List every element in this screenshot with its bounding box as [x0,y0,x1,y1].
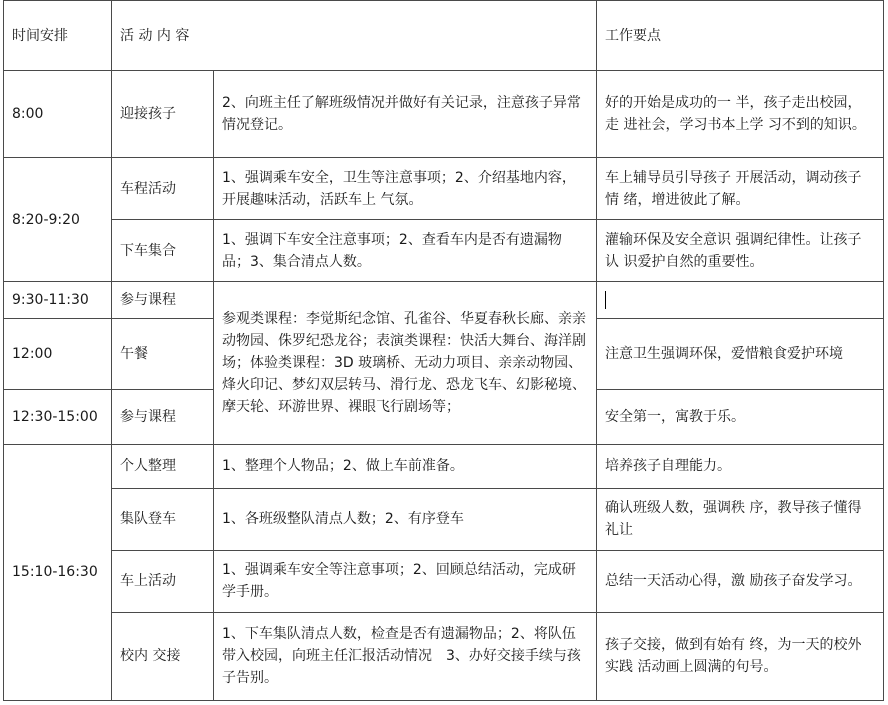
activity-cell: 参与课程 [112,282,214,319]
note-cell: 好的开始是成功的一 半，孩子走出校园，走 进社会，学习书本上学 习不到的知识。 [597,71,884,158]
header-content-cell: 活 动 内 容 [112,1,597,71]
table-row [4,444,884,488]
time-cell: 15:10-16:30 [4,444,112,700]
table-row [4,282,884,319]
time-cell: 8:20-9:20 [4,158,112,282]
activity-cell: 参与课程 [112,389,214,444]
activity-cell: 车程活动 [112,158,214,220]
activity-cell: 集队登车 [112,488,214,550]
note-cell: 注意卫生强调环保，爱惜粮食爱护环境 [597,319,884,389]
detail-cell: 1、强调乘车安全等注意事项；2、回顾总结活动，完成研学手册。 [214,550,597,612]
detail-cell: 1、强调下车安全注意事项；2、查看车内是否有遗漏物品；3、集合清点人数。 [214,220,597,282]
text-cursor [605,291,606,309]
table-row [4,71,884,158]
course-list-cell: 参观类课程：李觉斯纪念馆、孔雀谷、华夏春秋长廊、亲亲动物园、侏罗纪恐龙谷；表演类课程：快活大舞台、海洋剧场；体验类课程：3D 玻璃桥、无动力项目、亲亲动物园、烽火印记、梦幻双层转马、滑行龙、恐龙飞车、幻影秘境、摩天轮、环游世界、裸眼飞行剧场等； [214,282,597,444]
activity-cell: 午餐 [112,319,214,389]
activity-cell: 车上活动 [112,550,214,612]
detail-cell: 1、各班级整队清点人数；2、有序登车 [214,488,597,550]
note-cell: 培养孩子自理能力。 [597,444,884,488]
time-cell: 9:30-11:30 [4,282,112,319]
activity-cell: 迎接孩子 [112,71,214,158]
note-cell: 灌输环保及安全意识 强调纪律性。让孩子认 识爱护自然的重要性。 [597,220,884,282]
header-notes-cell: 工作要点 [597,1,884,71]
table-row [4,220,884,282]
header-row [4,1,884,71]
table-row [4,612,884,700]
table-row [4,488,884,550]
note-cell: 总结一天活动心得，激 励孩子奋发学习。 [597,550,884,612]
note-cell: 孩子交接，做到有始有 终，为一天的校外实践 活动画上圆满的句号。 [597,612,884,700]
detail-cell: 2、向班主任了解班级情况并做好有关记录，注意孩子异常情况登记。 [214,71,597,158]
detail-cell: 1、强调乘车安全，卫生等注意事项；2、介绍基地内容，开展趣味活动，活跃车上 气氛。 [214,158,597,220]
detail-cell: 1、整理个人物品；2、做上车前准备。 [214,444,597,488]
detail-cell: 1、下车集队清点人数，检查是否有遗漏物品；2、将队伍带入校园，向班主任汇报活动情况 3、办好交接手续与孩子告别。 [214,612,597,700]
table-row [4,550,884,612]
activity-cell: 下车集合 [112,220,214,282]
schedule-table [3,0,884,701]
note-cell: 车上辅导员引导孩子 开展活动，调动孩子情 绪，增进彼此了解。 [597,158,884,220]
activity-cell: 校内 交接 [112,612,214,700]
note-cell: 安全第一，寓教于乐。 [597,389,884,444]
header-time-cell: 时间安排 [4,1,112,71]
activity-cell: 个人整理 [112,444,214,488]
time-cell: 12:00 [4,319,112,389]
time-cell: 8:00 [4,71,112,158]
note-cell-editing[interactable] [597,282,884,319]
note-cell: 确认班级人数，强调秩 序，教导孩子懂得礼让 [597,488,884,550]
table-row [4,158,884,220]
time-cell: 12:30-15:00 [4,389,112,444]
